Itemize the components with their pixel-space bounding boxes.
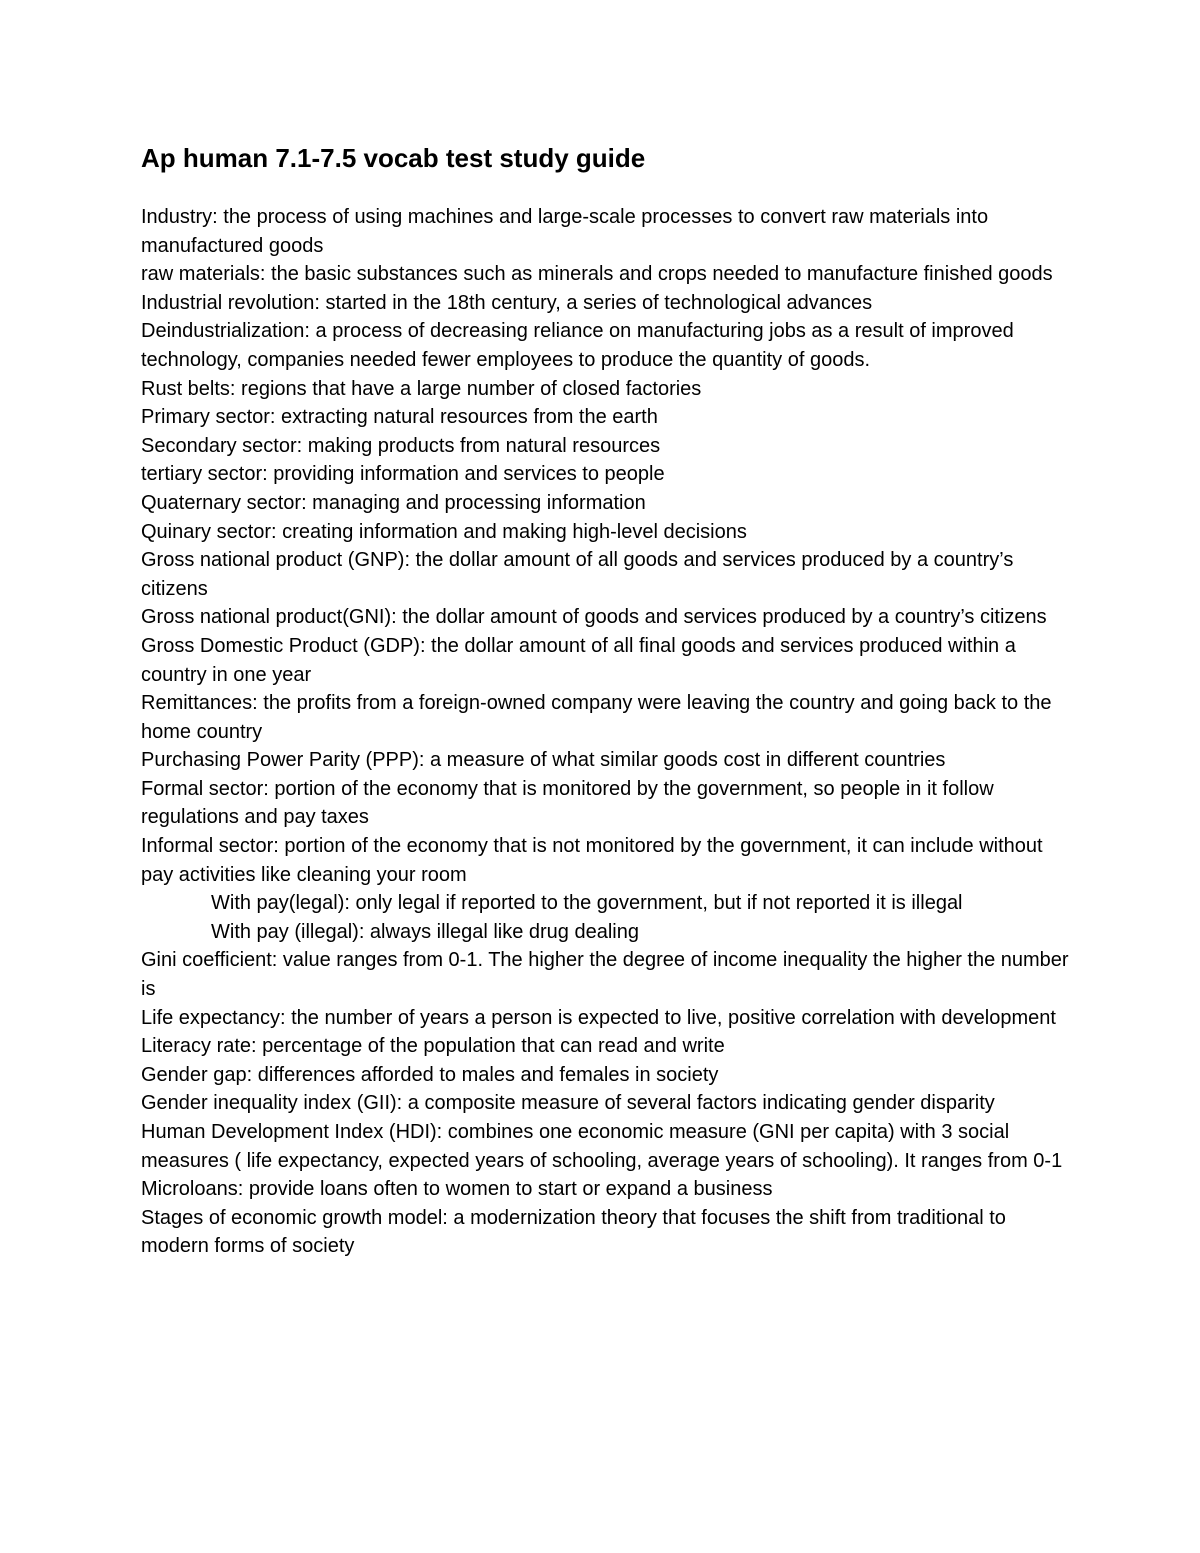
vocab-entry-remittances: Remittances: the profits from a foreign-owned company were leaving the country and going back to the home country bbox=[141, 692, 1052, 743]
vocab-entry-formal-sector: Formal sector: portion of the economy that is monitored by the government, so people in it follow regulations and pay taxes bbox=[141, 777, 994, 829]
vocab-entry-quinary-sector: Quinary sector: creating information and making high-level decisions bbox=[141, 520, 747, 543]
vocab-entry-industrial-revolution: Industrial revolution: started in the 18th century, a series of technological advances bbox=[141, 291, 873, 314]
vocab-entry-stages-of-economic-growth: Stages of economic growth model: a modernization theory that focuses the shift from traditional to modern forms of society bbox=[141, 1206, 1006, 1258]
vocab-entry-rust-belts: Rust belts: regions that have a large number of closed factories bbox=[141, 377, 702, 400]
vocab-entry-industry: Industry: the process of using machines and large-scale processes to convert raw materials into manufactured goods bbox=[141, 206, 989, 257]
vocab-entry-microloans: Microloans: provide loans often to women to start or expand a business bbox=[141, 1178, 773, 1201]
vocab-entry-gdp: Gross Domestic Product (GDP): the dollar amount of all final goods and services produced within a country in one year bbox=[141, 634, 1016, 686]
vocab-entry-gii: Gender inequality index (GII): a composite measure of several factors indicating gender disparity bbox=[141, 1092, 995, 1115]
vocab-entry-secondary-sector: Secondary sector: making products from natural resources bbox=[141, 434, 661, 457]
vocab-entry-hdi: Human Development Index (HDI): combines one economic measure (GNI per capita) with 3 social measures ( life expectancy, expected years of schooling, average years of schooling). It ranges from 0-1 bbox=[141, 1121, 1063, 1172]
vocab-entry-ppp: Purchasing Power Parity (PPP): a measure of what similar goods cost in different countries bbox=[141, 749, 946, 772]
vocab-entry-informal-sector: Informal sector: portion of the economy that is not monitored by the government, it can include without pay activities like cleaning your room bbox=[141, 835, 1043, 886]
vocab-entry-tertiary-sector: tertiary sector: providing information and services to people bbox=[141, 463, 665, 486]
vocab-entry-literacy-rate: Literacy rate: percentage of the population that can read and write bbox=[141, 1035, 725, 1058]
vocab-entry-primary-sector: Primary sector: extracting natural resources from the earth bbox=[141, 406, 658, 429]
vocab-entry-gni: Gross national product(GNI): the dollar amount of goods and services produced by a country’s citizens bbox=[141, 606, 1047, 629]
vocab-entry-life-expectancy: Life expectancy: the number of years a person is expected to live, positive correlation with development bbox=[141, 1006, 1056, 1029]
vocab-entry-gnp: Gross national product (GNP): the dollar amount of all goods and services produced by a country’s citizens bbox=[141, 549, 1014, 600]
vocab-entry-quaternary-sector: Quaternary sector: managing and processing information bbox=[141, 491, 646, 514]
vocab-subentry-with-pay-illegal: With pay (illegal): always illegal like drug dealing bbox=[211, 920, 639, 943]
vocab-entry-deindustrialization: Deindustrialization: a process of decreasing reliance on manufacturing jobs as a result of improved technology, companies needed fewer employees to produce the quantity of goods. bbox=[141, 320, 1014, 371]
vocab-subentry-with-pay-legal: With pay(legal): only legal if reported to the government, but if not reported it is illegal bbox=[211, 892, 963, 915]
document-title: Ap human 7.1-7.5 vocab test study guide bbox=[141, 143, 646, 173]
document-body bbox=[141, 203, 1071, 1261]
vocab-entry-gender-gap: Gender gap: differences afforded to males and females in society bbox=[141, 1063, 719, 1086]
vocab-entry-raw-materials: raw materials: the basic substances such as minerals and crops needed to manufacture finished goods bbox=[141, 263, 1053, 286]
vocab-entry-gini-coefficient: Gini coefficient: value ranges from 0-1. The higher the degree of income inequality the higher the number is bbox=[141, 949, 1069, 1001]
